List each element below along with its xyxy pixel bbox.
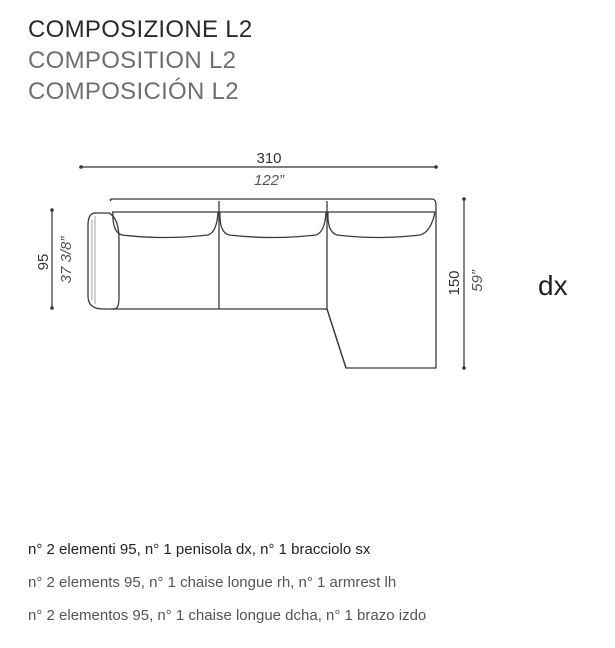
description-english: n° 2 elements 95, n° 1 chaise longue rh, n° 1 armrest lh [28,574,397,591]
description-spanish: n° 2 elementos 95, n° 1 chaise longue dcha, n° 1 brazo izdo [28,607,427,624]
chaise-in-label: 59” [469,270,486,292]
title-spanish: COMPOSICIÓN L2 [28,78,239,105]
width-dimension [79,150,438,189]
sofa-body [110,199,436,368]
depth-dimension [35,208,75,310]
side-label-right: dx [538,270,568,301]
title-english: COMPOSITION L2 [28,47,237,74]
armrest-shading [92,216,95,304]
title-italian: COMPOSIZIONE L2 [28,16,253,43]
back-cushion-3 [328,212,435,238]
description-italian: n° 2 elementi 95, n° 1 penisola dx, n° 1 bracciolo sx [28,541,371,558]
chaise-cm-label: 150 [446,270,463,296]
back-cushion-1 [113,212,218,238]
width-in-label: 122” [253,172,285,189]
chaise-dimension [446,197,486,370]
chaise-edge [327,309,346,368]
width-cm-label: 310 [256,150,282,167]
back-cushion-2 [220,212,326,238]
sofa-outline [88,199,436,368]
depth-cm-label: 95 [35,253,52,271]
depth-in-label: 37 3/8” [58,236,75,284]
